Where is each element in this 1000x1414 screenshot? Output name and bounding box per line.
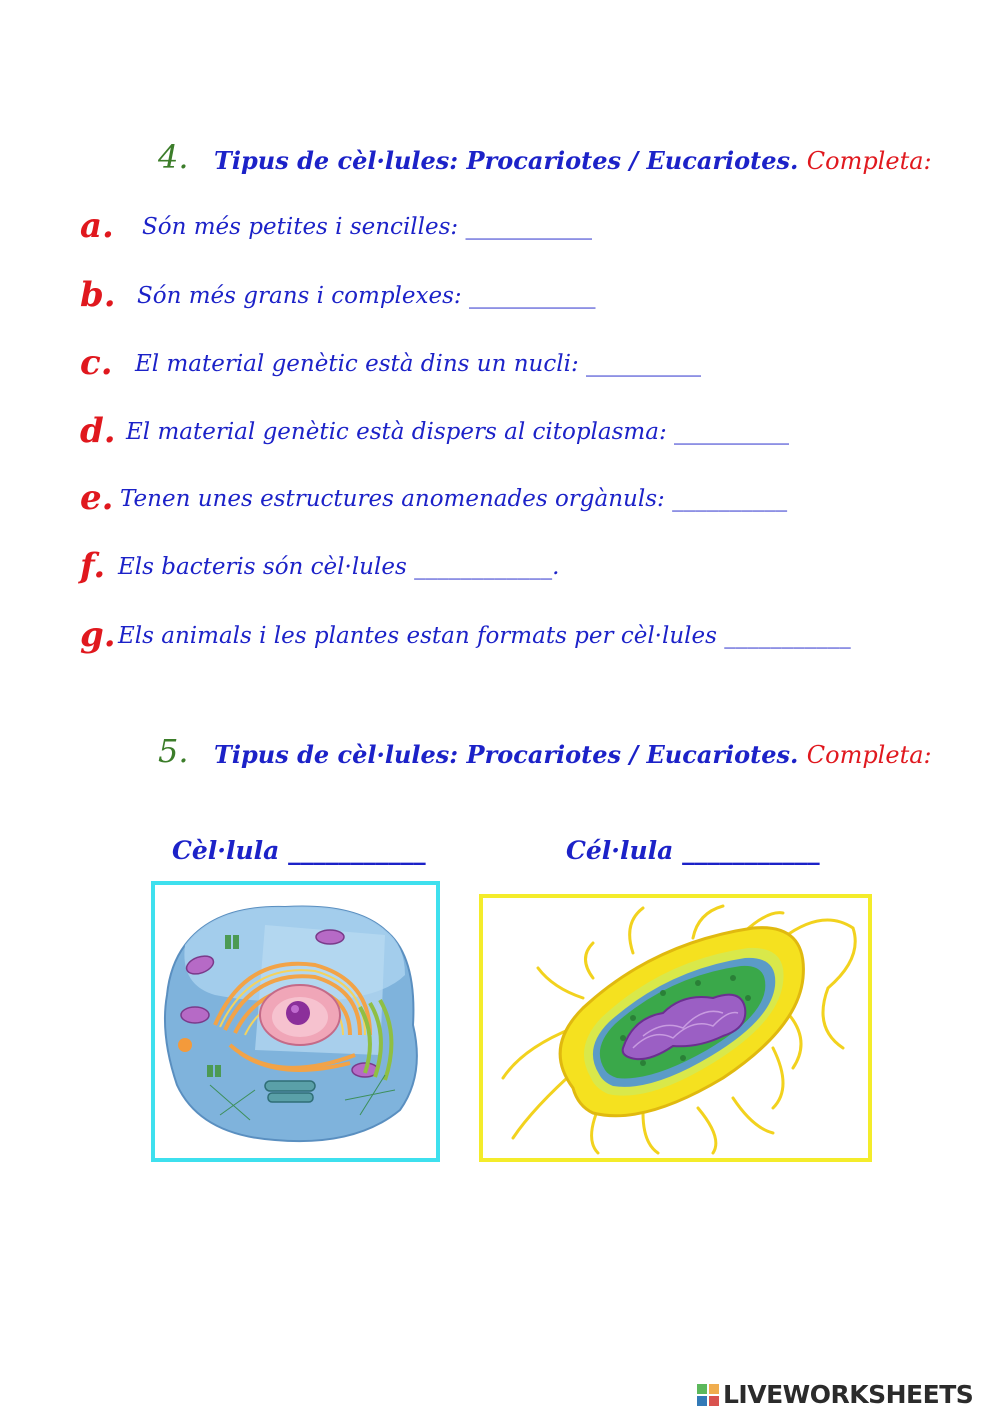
liveworksheets-logo-icon <box>697 1384 719 1406</box>
section-number: 5. <box>158 732 189 770</box>
question-text[interactable]: Tenen unes estructures anomenades orgànuls: __________ <box>120 486 788 512</box>
section-5-heading <box>0 730 1000 780</box>
question-b <box>80 275 960 319</box>
section-number: 4. <box>158 138 189 176</box>
question-letter: f. <box>80 546 106 586</box>
question-letter: b. <box>80 275 116 315</box>
question-letter: g. <box>80 615 116 655</box>
brand-name: LIVEWORKSHEETS <box>723 1380 974 1409</box>
question-a <box>80 206 960 250</box>
question-e <box>80 478 960 522</box>
question-g <box>80 615 960 659</box>
question-letter: d. <box>80 411 116 451</box>
liveworksheets-logo <box>697 1380 997 1410</box>
question-text[interactable]: Són més grans i complexes: ___________ <box>137 283 596 309</box>
section-4-heading <box>0 136 1000 186</box>
question-letter: c. <box>80 343 113 383</box>
question-letter: e. <box>80 478 114 518</box>
question-text[interactable]: Els bacteris són cèl·lules ____________. <box>118 554 560 580</box>
question-text[interactable]: El material genètic està dispers al citoplasma: __________ <box>126 419 790 445</box>
question-d <box>80 411 960 455</box>
section-title-text: Tipus de cèl·lules: Procariotes / Eucariotes. <box>214 740 799 769</box>
question-f <box>80 546 960 590</box>
question-letter: a. <box>80 206 114 246</box>
question-text[interactable]: Són més petites i sencilles: ___________ <box>142 214 592 240</box>
section-title <box>214 740 932 769</box>
eukaryotic-cell-image <box>151 881 440 1162</box>
cell-label-left[interactable]: Cèl·lula ___________ <box>172 836 426 865</box>
prokaryotic-cell-image <box>479 894 872 1162</box>
question-text[interactable]: Els animals i les plantes estan formats per cèl·lules ___________ <box>118 623 851 649</box>
section-title <box>214 146 932 175</box>
section-instruction: Completa: <box>806 147 932 175</box>
question-text[interactable]: El material genètic està dins un nucli: __________ <box>135 351 702 377</box>
cell-label-right[interactable]: Cél·lula ___________ <box>566 836 820 865</box>
section-title-text: Tipus de cèl·lules: Procariotes / Eucariotes. <box>214 146 799 175</box>
section-instruction: Completa: <box>806 741 932 769</box>
bacterium-illustration <box>483 898 868 1158</box>
question-c <box>80 343 960 387</box>
animal-cell-illustration <box>155 885 436 1158</box>
